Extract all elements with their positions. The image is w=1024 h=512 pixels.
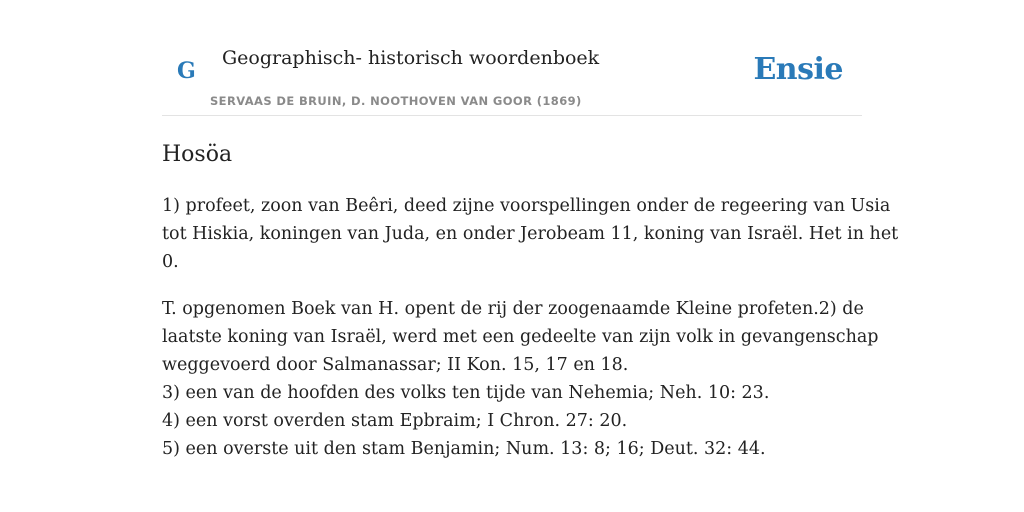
paragraph-line: weggevoerd door Salmanassar; II Kon. 15, 17 en 18. [162,355,629,375]
entry-page [162,0,899,459]
paragraph-line: 1) profeet, zoon van Beêri, deed zijne voorspellingen onder de regeering van Usia [162,196,891,216]
ensie-logo[interactable]: Ensie [753,52,843,87]
book-title-link[interactable]: Geographisch- historisch woordenboek [222,47,600,69]
entry-title: Hosöa [162,142,233,167]
paragraph-line: laatste koning van Israël, werd met een gedeelte van zijn volk in gevangenschap [162,327,879,347]
paragraph-line: 0. [162,252,179,272]
paragraph-line: 4) een vorst overden stam Epbraim; I Chron. 27: 20. [162,411,628,431]
book-author-year: SERVAAS DE BRUIN, D. NOOTHOVEN VAN GOOR (1869) [210,94,582,108]
entry-paragraph [162,192,899,276]
paragraph-line: T. opgenomen Boek van H. opent de rij der zoogenaamde Kleine profeten.2) de [162,299,864,319]
entry-paragraph [162,295,879,463]
paragraph-line: 5) een overste uit den stam Benjamin; Num. 13: 8; 16; Deut. 32: 44. [162,439,766,459]
paragraph-line: tot Hiskia, koningen van Juda, en onder Jerobeam 11, koning van Israël. Het in het [162,224,899,244]
entry-body [162,192,899,482]
paragraph-line: 3) een van de hoofden des volks ten tijde van Nehemia; Neh. 10: 23. [162,383,770,403]
book-header [162,0,862,116]
book-letter-icon[interactable]: G [177,58,196,84]
